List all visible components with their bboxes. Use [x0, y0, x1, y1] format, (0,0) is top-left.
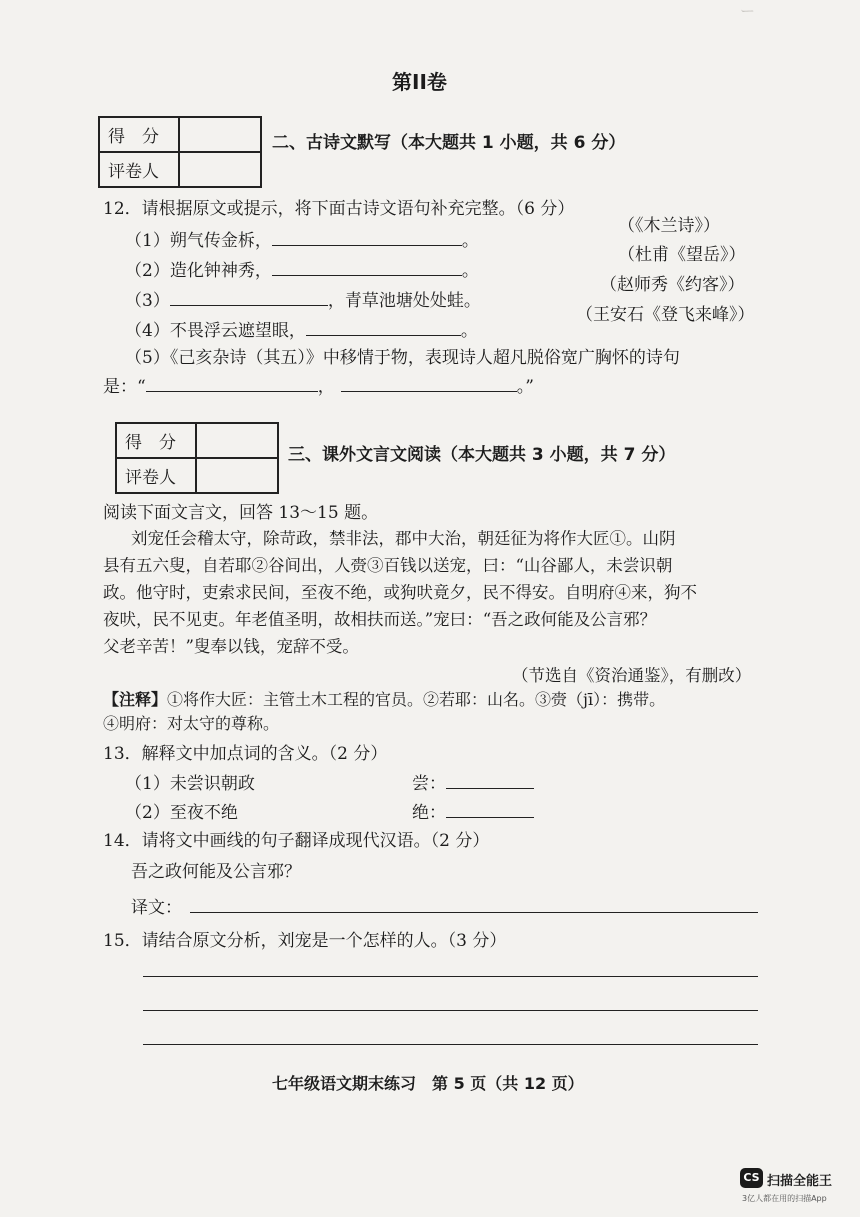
q12-source-3: （赵师秀《约客》） — [600, 275, 745, 295]
q13-item-1-blank[interactable] — [446, 788, 534, 789]
grader-label: 评卷人 — [116, 458, 196, 493]
q12-item-5-line1: （5）《己亥杂诗（其五）》中移情于物，表现诗人超凡脱俗宽广胸怀的诗句 — [125, 348, 680, 368]
notes-label: 【注释】 — [103, 690, 168, 709]
q13-item-2-blank[interactable] — [446, 817, 534, 818]
q12-item-5-close: 。” — [516, 377, 534, 397]
score-cell — [179, 117, 261, 152]
q12-item-4-prefix: （4）不畏浮云遮望眼， — [125, 321, 306, 341]
watermark-app-name: 扫描全能王 — [767, 1174, 833, 1189]
q12-item-1 — [125, 226, 479, 251]
q12-source-4: （王安石《登飞来峰》） — [576, 305, 755, 325]
passage-underlined-sentence: “吾之政何能及公言邪？ — [482, 610, 657, 629]
notes-line-1 — [103, 687, 755, 710]
section3-title: 三、课外文言文阅读（本大题共 3 小题，共 7 分） — [288, 445, 676, 465]
q13-item-1-answer — [412, 769, 534, 794]
q13-item-2-answer — [412, 798, 534, 823]
bleed-through-mark: ー — [740, 2, 756, 20]
passage-source: （节选自《资治通鉴》，有删改） — [512, 666, 752, 685]
q12-item-1-suffix: 。 — [461, 231, 479, 251]
q12-item-5-blank-2[interactable] — [341, 391, 517, 392]
watermark-slogan: 3亿人都在用的扫描App — [742, 1194, 827, 1203]
grader-label: 评卷人 — [99, 152, 179, 187]
score-label: 得 分 — [116, 423, 196, 458]
q12-item-5-blank-1[interactable] — [146, 391, 318, 392]
q12-item-5-open: 是：“ — [103, 377, 146, 397]
q13-item-1-text: （1）未尝识朝政 — [125, 774, 255, 794]
q12-item-5-comma: ， — [317, 377, 335, 397]
q15-answer-line-2[interactable] — [143, 1010, 758, 1011]
score-label: 得 分 — [99, 117, 179, 152]
q14-answer-line[interactable] — [190, 912, 758, 913]
notes-text-1: ①将作大匠：主管土木工程的官员。②若耶：山名。③赍（jī）：携带。 — [167, 690, 666, 709]
passage-line-3: 政。他守时，吏索求民间，至夜不绝，或狗吠竟夕，民不得安。自明府④来，狗不 — [103, 583, 697, 602]
q12-item-2-suffix: 。 — [461, 261, 479, 281]
q15-answer-line-3[interactable] — [143, 1044, 758, 1045]
score-cell — [196, 423, 278, 458]
q12-item-3 — [125, 286, 481, 311]
page-footer: 七年级语文期末练习 第 5 页（共 12 页） — [272, 1074, 584, 1093]
q15-prompt: 15．请结合原文分析，刘宠是一个怎样的人。（3 分） — [103, 931, 507, 951]
volume-heading: 第II卷 — [392, 70, 447, 94]
q13-item-2-text: （2）至夜不绝 — [125, 803, 238, 823]
q12-prompt: 12．请根据原文或提示，将下面古诗文语句补充完整。（6 分） — [103, 199, 575, 219]
q14-prompt: 14．请将文中画线的句子翻译成现代汉语。（2 分） — [103, 831, 490, 851]
q13-prompt: 13．解释文中加点词的含义。（2 分） — [103, 744, 388, 764]
q13-item-1-label: 尝： — [412, 774, 446, 794]
q12-item-1-blank[interactable] — [272, 245, 462, 246]
grader-cell — [179, 152, 261, 187]
passage-intro: 阅读下面文言文，回答 13～15 题。 — [103, 503, 379, 523]
passage-line-2: 县有五六叟，自若耶②谷间出，人赍③百钱以送宠，曰：“山谷鄙人，未尝识朝 — [103, 556, 673, 575]
passage-line-5: 父老辛苦！”叟奉以钱，宠辞不受。 — [103, 637, 359, 656]
q14-answer-label: 译文： — [131, 898, 182, 918]
q12-item-3-prefix: （3） — [125, 291, 170, 311]
q12-item-2-blank[interactable] — [272, 275, 462, 276]
q12-item-3-blank[interactable] — [170, 305, 328, 306]
score-table-section2 — [98, 116, 262, 188]
q12-item-4-suffix: 。 — [460, 321, 478, 341]
q12-item-4-blank[interactable] — [306, 335, 461, 336]
section2-title: 二、古诗文默写（本大题共 1 小题，共 6 分） — [272, 133, 626, 153]
passage-line-4 — [103, 606, 755, 630]
passage-line-4-text: 夜吠，民不见吏。年老值圣明，故相扶而送。”宠曰： — [103, 610, 483, 629]
q12-item-1-prefix: （1）朔气传金柝， — [125, 231, 272, 251]
q13-item-2-label: 绝： — [412, 803, 446, 823]
q12-item-5-line2 — [103, 372, 534, 397]
q12-item-2-prefix: （2）造化钟神秀， — [125, 261, 272, 281]
passage-line-1: 刘宠任会稽太守，除苛政，禁非法，郡中大治，朝廷征为将作大匠①。山阴 — [131, 529, 676, 548]
q14-sentence: 吾之政何能及公言邪？ — [131, 862, 301, 882]
q15-answer-line-1[interactable] — [143, 976, 758, 977]
q12-item-4 — [125, 316, 478, 341]
q12-item-3-suffix: ，青草池塘处处蛙。 — [327, 291, 481, 311]
q12-item-2 — [125, 256, 479, 281]
score-table-section3 — [115, 422, 279, 494]
grader-cell — [196, 458, 278, 493]
notes-line-2: ④明府：对太守的尊称。 — [103, 714, 280, 733]
q12-source-1: （《木兰诗》） — [618, 216, 720, 236]
q12-source-2: （杜甫《望岳》） — [618, 245, 746, 265]
camscanner-logo: CS — [740, 1168, 763, 1188]
